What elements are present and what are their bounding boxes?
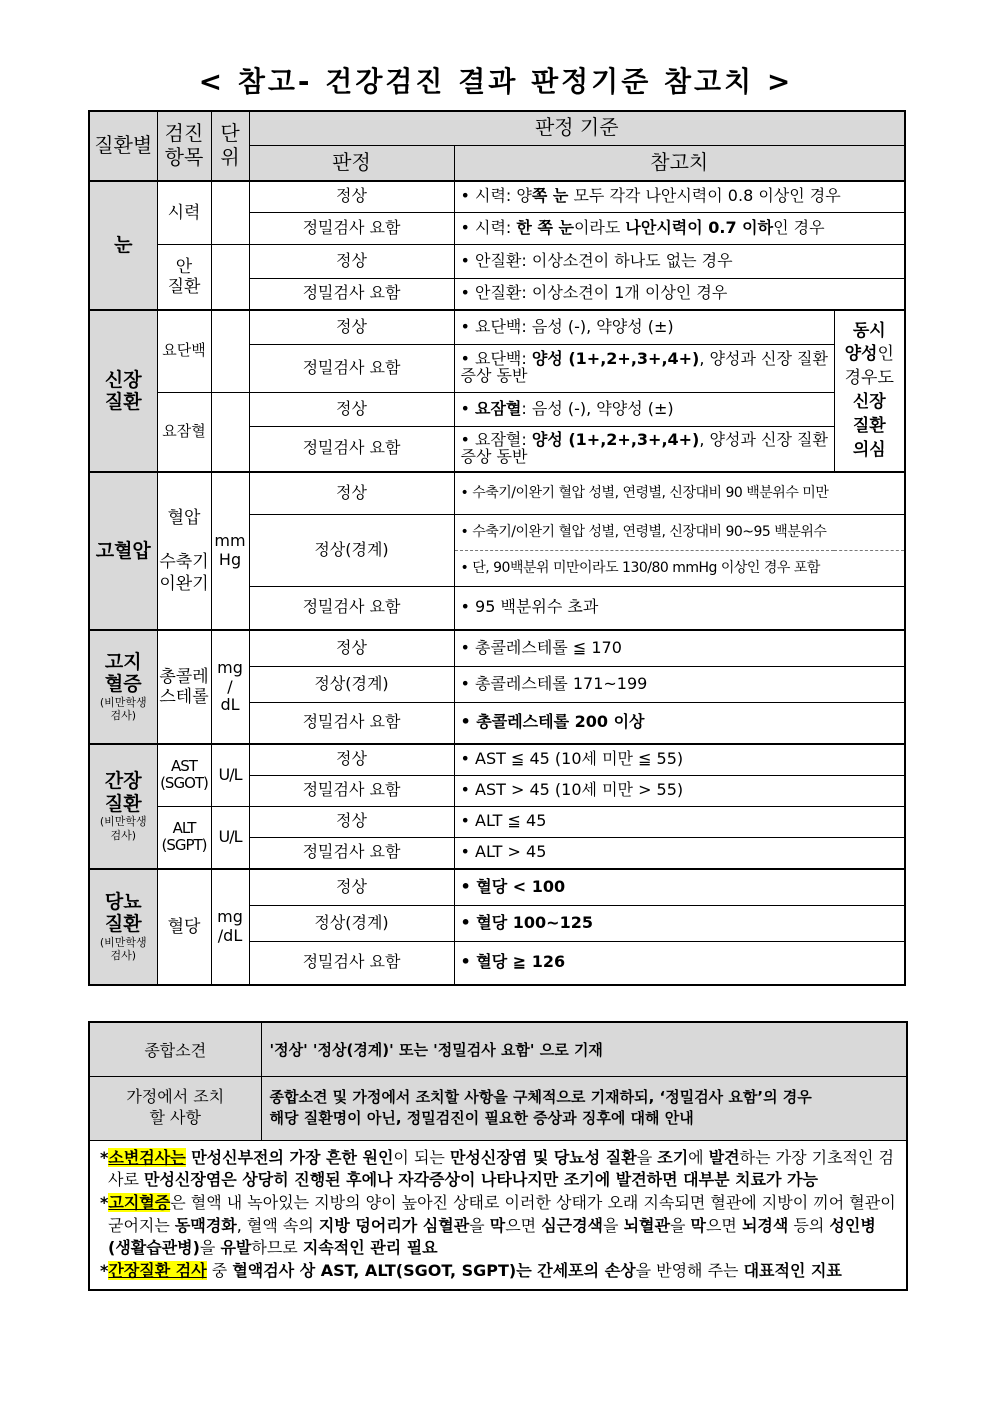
notes	[89, 1140, 907, 1290]
unit-urine-protein	[211, 310, 249, 392]
unit-blood-sugar: mg /dL	[211, 869, 249, 985]
judge-exam: 정밀검사 요함	[249, 426, 454, 472]
category-diabetes: 당뇨 질환 (비만학생 검사)	[89, 869, 157, 985]
judge-exam: 정밀검사 요함	[249, 212, 454, 244]
judge-normal: 정상	[249, 472, 454, 514]
judge-normal: 정상	[249, 630, 454, 666]
judge-normal: 정상	[249, 392, 454, 426]
judge-borderline: 정상(경계)	[249, 666, 454, 702]
ref-sugar-normal: • 혈당 < 100	[454, 869, 905, 905]
unit-mg-dl: mg / dL	[211, 630, 249, 744]
ref-sugar-border: • 혈당 100~125	[454, 905, 905, 941]
ref-ast-exam: • AST > 45 (10세 미만 > 55)	[454, 775, 905, 806]
ref-chol-border: • 총콜레스테롤 171~199	[454, 666, 905, 702]
judge-normal: 정상	[249, 244, 454, 278]
ref-bp-exam: • 95 백분위수 초과	[454, 586, 905, 630]
item-urine-protein: 요단백	[157, 310, 211, 392]
header-item: 검진 항목	[157, 111, 211, 181]
unit-ast: U/L	[211, 744, 249, 806]
home-action-label: 가정에서 조치 할 사항	[89, 1076, 261, 1140]
category-kidney: 신장 질환	[89, 310, 157, 472]
category-hypertension: 고혈압	[89, 472, 157, 630]
judge-borderline: 정상(경계)	[249, 905, 454, 941]
judge-normal: 정상	[249, 744, 454, 775]
category-eye: 눈	[89, 181, 157, 310]
home-action-value: 종합소견 및 가정에서 조치할 사항을 구체적으로 기재하되, ‘정밀검사 요함’의 경우 해당 질환명이 아닌, 정밀검진이 필요한 증상과 징후에 대해 안내	[261, 1076, 907, 1140]
ref-chol-normal: • 총콜레스테롤 ≦ 170	[454, 630, 905, 666]
overall-opinion-value: '정상' '정상(경계)' 또는 '정밀검사 요함' 으로 기재	[261, 1022, 907, 1076]
unit-mmhg: mm Hg	[211, 472, 249, 630]
category-hyperlipidemia: 고지 혈증 (비만학생 검사)	[89, 630, 157, 744]
header-disease: 질환별	[89, 111, 157, 181]
judge-normal: 정상	[249, 181, 454, 212]
note-liver-test: *간장질환 검사 중 혈액검사 상 AST, ALT(SGOT, SGPT)는 간세포의 손상을 반영해 주는 대표적인 지표	[100, 1261, 842, 1281]
page-title: < 참고- 건강검진 결과 판정기준 참고치 >	[198, 65, 794, 98]
item-blood-pressure: 혈압 수축기 이완기	[157, 472, 211, 630]
judge-exam: 정밀검사 요함	[249, 278, 454, 310]
note-hyperlipidemia: *고지혈증은 혈액 내 녹아있는 지방의 양이 높아진 상태로 이러한 상태가 오래 지속되면 혈관에 지방이 끼어 혈관이 굳어지는 동맥경화, 혈액 속의 지방 덩어리가 심혈관을 막으면 심근경색을 뇌혈관을 막으면 뇌경색 등의 성인병(생활습관병)을 유발하므로 지속적인 관리 필요	[100, 1192, 896, 1258]
ref-blood-exam: • 요잠혈: 양성 (1+,2+,3+,4+), 양성과 신장 질환 증상 동반	[454, 426, 834, 472]
header-unit: 단 위	[211, 111, 249, 181]
judge-exam: 정밀검사 요함	[249, 941, 454, 985]
ref-vision-normal: • 시력: 양쪽 눈 모두 각각 나안시력이 0.8 이상인 경우	[454, 181, 905, 212]
item-eye-disease: 안 질환	[157, 244, 211, 310]
kidney-side-note: 동시 양성인 경우도 신장 질환 의심	[834, 310, 905, 472]
item-ast: AST (SGOT)	[157, 744, 211, 806]
ref-eye-disease-exam: • 안질환: 이상소견이 1개 이상인 경우	[454, 278, 905, 310]
item-urine-blood: 요잠혈	[157, 392, 211, 472]
ref-alt-exam: • ALT > 45	[454, 837, 905, 869]
item-cholesterol: 총콜레 스테롤	[157, 630, 211, 744]
overall-opinion-label: 종합소견	[89, 1022, 261, 1076]
judge-exam: 정밀검사 요함	[249, 586, 454, 630]
ref-protein-normal: • 요단백: 음성 (-), 약양성 (±)	[454, 310, 834, 344]
note-urine-test: *소변검사는 만성신부전의 가장 흔한 원인이 되는 만성신장염 및 당뇨성 질환을 조기에 발견하는 가장 기초적인 검사로 만성신장염은 상당히 진행된 후에나 자각증상이 나타나지만 조기에 발견하면 대부분 치료가 가능	[100, 1147, 895, 1190]
header-reference: 참고치	[454, 145, 905, 181]
ref-ast-normal: • AST ≦ 45 (10세 미만 ≦ 55)	[454, 744, 905, 775]
judge-exam: 정밀검사 요함	[249, 837, 454, 869]
header-judgement: 판정	[249, 145, 454, 181]
unit-eye-disease	[211, 244, 249, 310]
unit-urine-blood	[211, 392, 249, 472]
ref-chol-exam: • 총콜레스테롤 200 이상	[454, 702, 905, 744]
ref-bp-border-2: • 단, 90백분위 미만이라도 130/80 mmHg 이상인 경우 포함	[454, 550, 905, 586]
judge-exam: 정밀검사 요함	[249, 775, 454, 806]
ref-bp-normal: • 수축기/이완기 혈압 성별, 연령별, 신장대비 90 백분위수 미만	[454, 472, 905, 514]
unit-alt: U/L	[211, 806, 249, 869]
judge-exam: 정밀검사 요함	[249, 344, 454, 392]
item-blood-sugar: 혈당	[157, 869, 211, 985]
ref-sugar-exam: • 혈당 ≧ 126	[454, 941, 905, 985]
judge-normal: 정상	[249, 310, 454, 344]
ref-eye-disease-normal: • 안질환: 이상소견이 하나도 없는 경우	[454, 244, 905, 278]
item-alt: ALT (SGPT)	[157, 806, 211, 869]
judge-exam: 정밀검사 요함	[249, 702, 454, 744]
summary-table	[88, 1021, 908, 1291]
ref-alt-normal: • ALT ≦ 45	[454, 806, 905, 837]
judge-normal: 정상	[249, 869, 454, 905]
ref-bp-border-1: • 수축기/이완기 혈압 성별, 연령별, 신장대비 90~95 백분위수	[454, 514, 905, 550]
ref-protein-exam: • 요단백: 양성 (1+,2+,3+,4+), 양성과 신장 질환 증상 동반	[454, 344, 834, 392]
judge-normal: 정상	[249, 806, 454, 837]
criteria-table	[88, 110, 906, 986]
item-vision: 시력	[157, 181, 211, 244]
ref-vision-exam: • 시력: 한 쪽 눈이라도 나안시력이 0.7 이하인 경우	[454, 212, 905, 244]
judge-borderline: 정상(경계)	[249, 514, 454, 586]
category-liver: 간장 질환 (비만학생 검사)	[89, 744, 157, 869]
header-criteria: 판정 기준	[249, 111, 905, 145]
ref-blood-normal: • 요잠혈: 음성 (-), 약양성 (±)	[454, 392, 834, 426]
unit-vision	[211, 181, 249, 244]
